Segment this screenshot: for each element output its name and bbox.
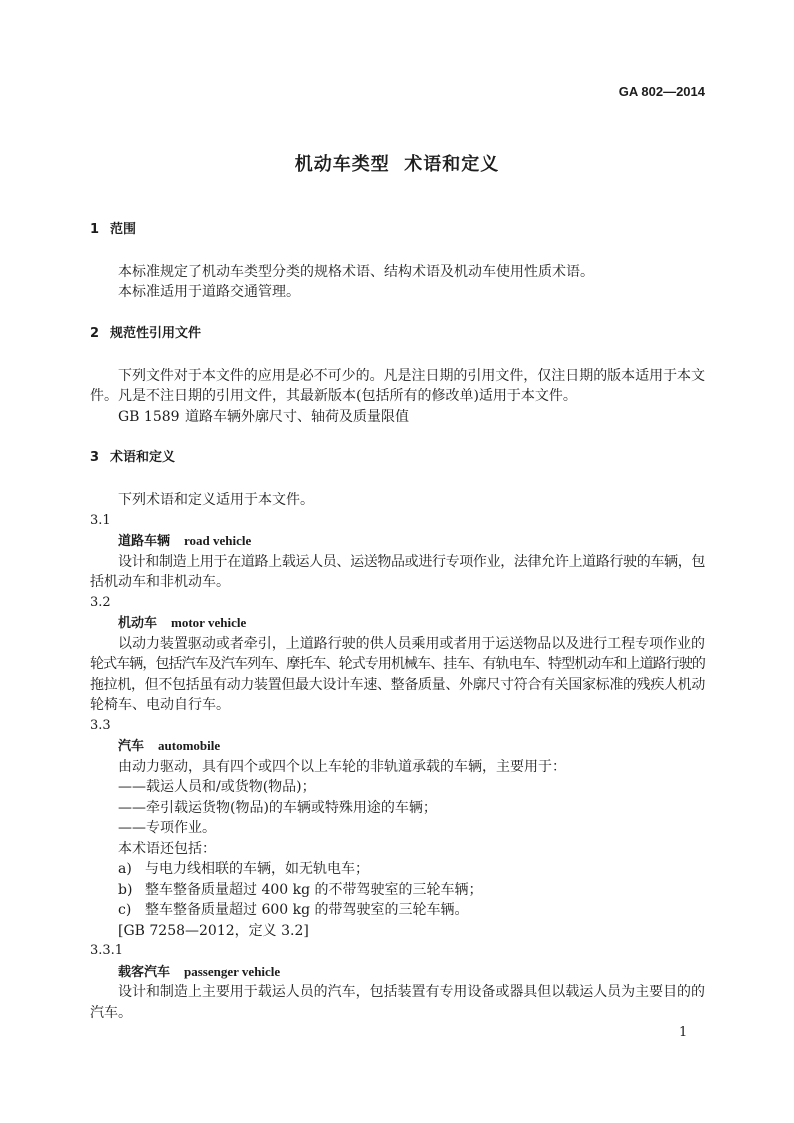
lettered-list-item	[90, 859, 705, 880]
definition-line	[90, 572, 705, 593]
citation-text: [GB 7258—2012，定义 3.2]	[118, 922, 309, 939]
line-text: 本标准规定了机动车类型分类的规格术语、结构术语及机动车使用性质术语。	[118, 263, 594, 280]
list-item-label: c)	[118, 902, 132, 919]
lettered-list-item	[90, 900, 705, 921]
list-item-label: b)	[118, 881, 133, 898]
list-item-text: 整车整备质量超过 400 kg 的不带驾驶室的三轮车辆；	[145, 881, 483, 898]
line-text: 汽车。	[90, 1004, 132, 1021]
line-text: 本术语还包括：	[118, 840, 216, 857]
line-text: 下列文件对于本文件的应用是必不可少的。凡是注日期的引用文件，仅注日期的版本适用于本文	[118, 367, 705, 384]
dash-list-item	[90, 818, 705, 839]
term-number: 3.2	[90, 594, 111, 610]
line-text: 以动力装置驱动或者牵引，上道路行驶的供人员乘用或者用于运送物品以及进行工程专项作业的	[118, 635, 705, 652]
section-title: 范围	[110, 221, 137, 237]
list-item-text: 整车整备质量超过 600 kg 的带驾驶室的三轮车辆。	[145, 902, 469, 919]
reference-entry	[90, 407, 705, 428]
term-english: road vehicle	[184, 533, 252, 549]
term-heading	[90, 962, 705, 983]
definition-line	[90, 1003, 705, 1024]
source-citation	[90, 921, 705, 942]
term-english: motor vehicle	[171, 615, 247, 631]
section-title: 规范性引用文件	[110, 325, 202, 341]
paragraph-line	[90, 262, 705, 283]
line-text: 由动力驱动，具有四个或四个以上车轮的非轨道承载的车辆，主要用于：	[118, 758, 566, 775]
list-item-text: 与电力线相联的车辆，如无轨电车；	[145, 861, 369, 878]
term-heading	[90, 736, 705, 757]
paragraph-line	[90, 366, 705, 387]
section-number: 3	[90, 450, 100, 466]
line-text: 设计和制造上用于在道路上载运人员、运送物品或进行专项作业，法律允许上道路行驶的车辆，包	[118, 553, 705, 570]
definition-line	[90, 695, 705, 716]
reference-title: 道路车辆外廓尺寸、轴荷及质量限值	[185, 408, 409, 425]
line-text: 拖拉机，但不包括虽有动力装置但最大设计车速、整备质量、外廓尺寸符合有关国家标准的残疾人机动	[90, 676, 705, 693]
term-chinese: 载客汽车	[118, 964, 171, 980]
term-number: 3.3	[90, 717, 111, 733]
term-chinese: 汽车	[118, 739, 145, 755]
definition-line	[90, 675, 705, 696]
definition-line	[90, 552, 705, 573]
term-number: 3.3.1	[90, 943, 124, 959]
list-item-text: ——牵引载运货物(物品)的车辆或特殊用途的车辆；	[118, 799, 437, 816]
paragraph-line	[90, 839, 705, 860]
document-title: 机动车类型 术语和定义	[294, 154, 500, 175]
term-heading	[90, 531, 705, 552]
definition-line	[90, 654, 705, 675]
section-heading-terms-and-definitions	[90, 448, 705, 469]
section-number: 1	[90, 221, 100, 237]
definition-line	[90, 634, 705, 655]
section-number: 2	[90, 325, 100, 341]
term-number: 3.1	[90, 512, 111, 528]
line-text: 轮椅车、电动自行车。	[90, 697, 230, 714]
paragraph-line	[90, 490, 705, 511]
section-heading-normative-references	[90, 324, 705, 345]
line-text: 下列术语和定义适用于本文件。	[118, 492, 314, 509]
line-text: 括机动车和非机动车。	[90, 574, 230, 591]
list-item-text: ——专项作业。	[118, 820, 216, 837]
definition-line	[90, 982, 705, 1003]
line-text: 设计和制造上主要用于载运人员的汽车，包括装置有专用设备或器具但以载运人员为主要目的的	[118, 984, 705, 1001]
document-body	[90, 220, 705, 1024]
list-item-label: a)	[118, 861, 132, 878]
line-text: 轮式车辆，包括汽车及汽车列车、摩托车、轮式专用机械车、挂车、有轨电车、特型机动车和上道路行驶的	[90, 656, 705, 673]
paragraph-line	[90, 282, 705, 303]
standard-code-header: GA 802—2014	[618, 84, 705, 99]
page-number: 1	[679, 1025, 688, 1040]
reference-code: GB 1589	[118, 408, 180, 425]
term-chinese: 机动车	[118, 616, 158, 632]
term-heading	[90, 613, 705, 634]
term-english: automobile	[158, 738, 221, 754]
dash-list-item	[90, 777, 705, 798]
section-title: 术语和定义	[110, 450, 176, 466]
term-english: passenger vehicle	[184, 963, 281, 979]
term-chinese: 道路车辆	[118, 534, 171, 550]
line-text: 本标准适用于道路交通管理。	[118, 284, 300, 301]
section-heading-scope	[90, 220, 705, 241]
dash-list-item	[90, 798, 705, 819]
definition-line	[90, 757, 705, 778]
paragraph-line	[90, 386, 705, 407]
lettered-list-item	[90, 880, 705, 901]
line-text: 件。凡是不注日期的引用文件，其最新版本(包括所有的修改单)适用于本文件。	[90, 388, 577, 405]
list-item-text: ——载运人员和/或货物(物品)；	[118, 779, 316, 796]
